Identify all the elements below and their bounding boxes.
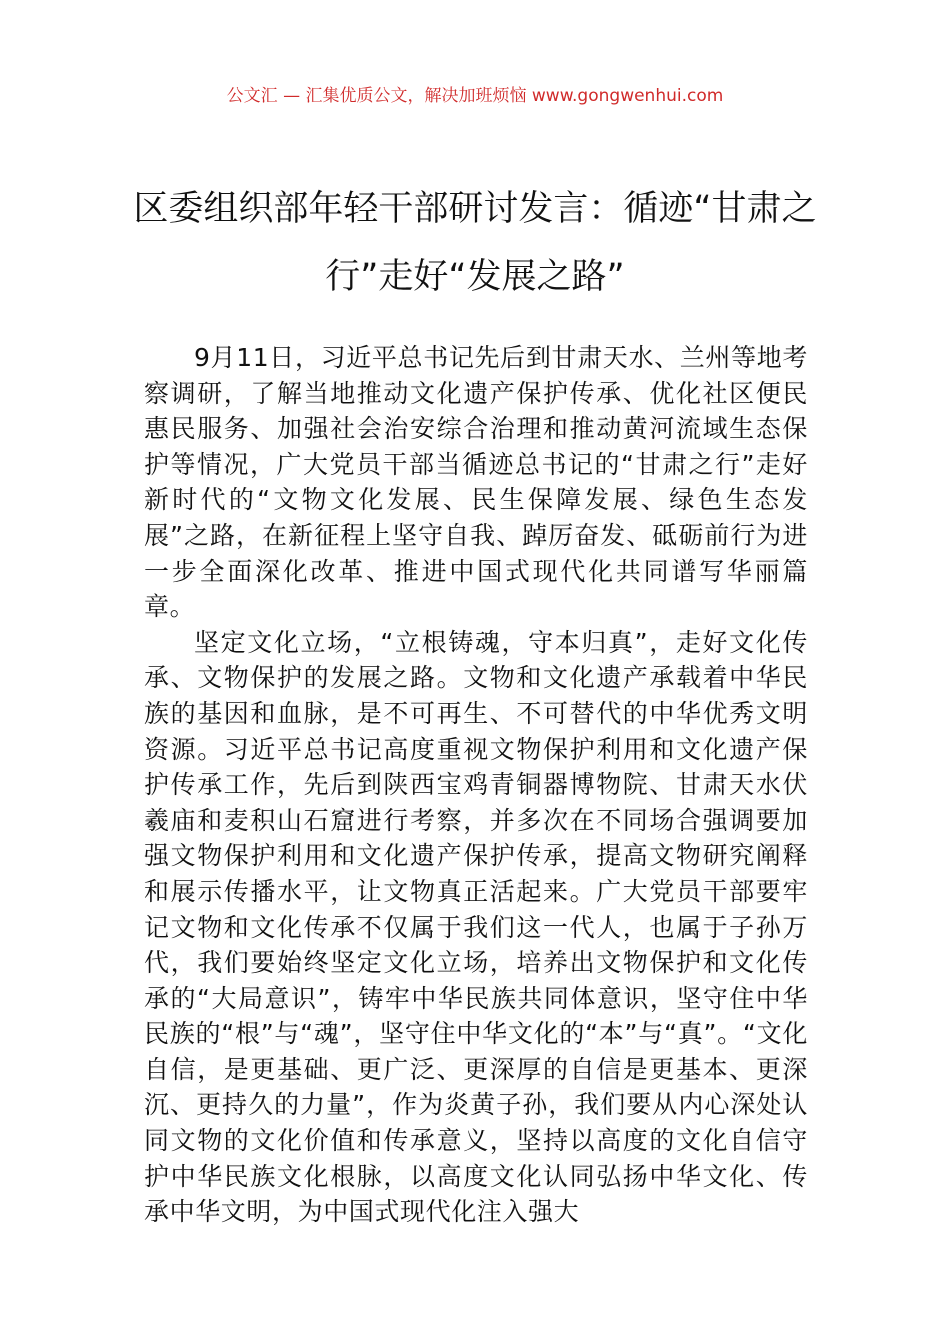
paragraph: 坚定文化立场，“立根铸魂，守本归真”，走好文化传承、文物保护的发展之路。文物和文化遗产承载着中华民族的基因和血脉，是不可再生、不可替代的中华优秀文明资源。习近平总书记高度重视文物保护利用和文化遗产保护传承工作，先后到陕西宝鸡青铜器博物院、甘肃天水伏羲庙和麦积山石窟进行考察，并多次在不同场合强调要加强文物保护利用和文化遗产保护传承，提高文物研究阐释和展示传播水平，让文物真正活起来。广大党员干部要牢记文物和文化传承不仅属于我们这一代人，也属于子孙万代，我们要始终坚定文化立场，培养出文物保护和文化传承的“大局意识”，铸牢中华民族共同体意识，坚守住中华民族的“根”与“魂”，坚守住中华文化的“本”与“真”。“文化自信，是更基础、更广泛、更深厚的自信是更基本、更深沉、更持久的力量”，作为炎黄子孙，我们要从内心深处认同文物的文化价值和传承意义，坚持以高度的文化自信守护中华民族文化根脉，以高度文化认同弘扬中华文化、传承中华文明，为中国式现代化注入强大 [144, 627, 808, 1227]
document-title: 区委组织部年轻干部研讨发言：循迹“甘肃之行”走好“发展之路” [133, 189, 817, 297]
paragraph: 9月11日，习近平总书记先后到甘肃天水、兰州等地考察调研，了解当地推动文化遗产保护传承、优化社区便民惠民服务、加强社会治安综合治理和推动黄河流域生态保护等情况，广大党员干部当循迹总书记的“甘肃之行”走好新时代的“文物文化发展、民生保障发展、绿色生态发展”之路，在新征程上坚守自我、踔厉奋发、砥砺前行为进一步全面深化改革、推进中国式现代化共同谱写华丽篇章。 [144, 343, 808, 622]
document-body [144, 340, 808, 1230]
site-banner: 公文汇 — 汇集优质公文，解决加班烦恼 www.gongwenhui.com [226, 86, 724, 106]
